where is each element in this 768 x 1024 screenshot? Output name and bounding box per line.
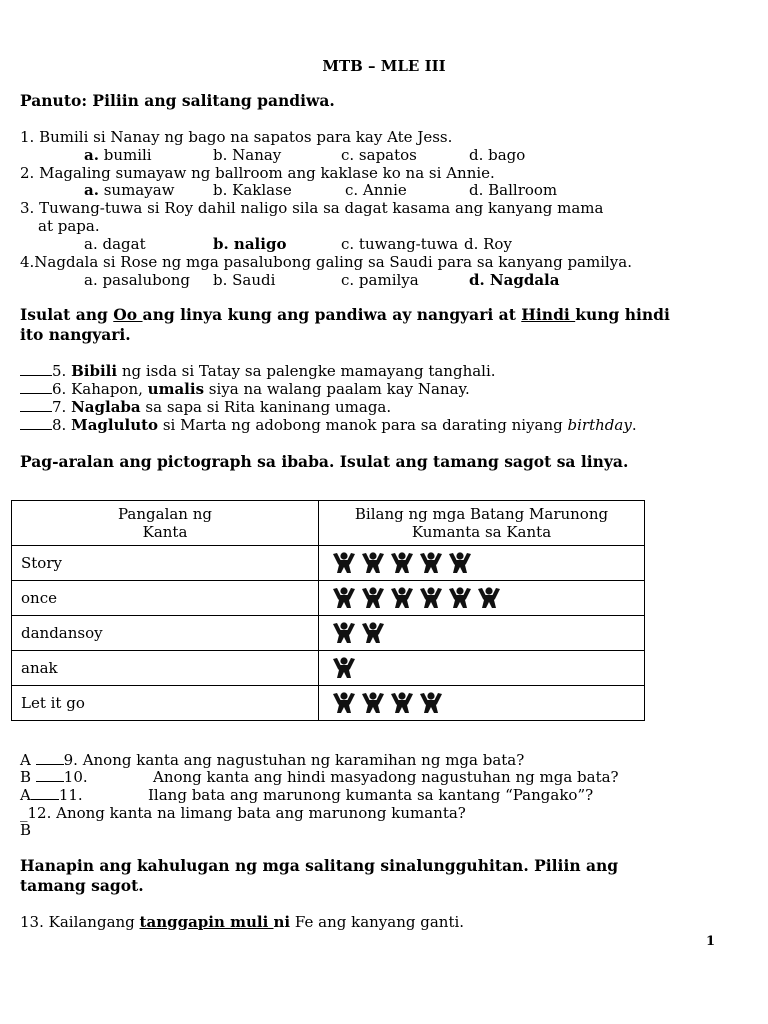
q5-rest: ng isda si Tatay sa palengke mamayang tanghali.	[117, 362, 496, 380]
q8-rest: si Marta ng adobong manok para sa darating niyang	[158, 416, 568, 434]
q1-option-c: c. sapatos	[341, 146, 417, 164]
q5-verb: Bibili	[71, 362, 118, 380]
icon-cell	[319, 651, 645, 686]
instruction-text: ang linya kung ang pandiwa ay nangyari at	[142, 305, 522, 324]
q2-option-a	[84, 181, 175, 199]
person-icon	[359, 691, 387, 715]
instruction-hindi: Hindi	[521, 305, 576, 324]
section3-instruction: Pag-aralan ang pictograph sa ibaba. Isulat ang tamang sagot sa linya.	[20, 452, 629, 471]
q4-option-a: a. pasalubong	[84, 271, 191, 289]
pictograph-table	[11, 500, 645, 721]
q2-option-a-letter: a.	[84, 181, 99, 199]
q3-option-d: d. Roy	[464, 235, 512, 253]
person-icon	[330, 586, 358, 610]
section4-instruction: Hanapin ang kahulugan ng mga salitang sinalungguhitan. Piliin ang	[20, 856, 619, 875]
question-13	[20, 913, 464, 931]
q13-rest: Fe ang kanyang ganti.	[290, 913, 465, 931]
q11-prefix: A	[20, 786, 31, 804]
q2-option-c: c. Annie	[345, 181, 407, 199]
song-name: once	[12, 581, 319, 616]
q8-num: 8.	[52, 416, 72, 434]
header-children-count-line1: Bilang ng mga Batang Marunong	[354, 505, 609, 523]
q1-option-a-text: bumili	[98, 146, 152, 164]
person-icon	[446, 551, 474, 575]
song-name: Let it go	[12, 686, 319, 721]
person-icon	[446, 586, 474, 610]
question-3-cont: at papa.	[38, 217, 100, 235]
answer-blank[interactable]	[31, 787, 59, 800]
header-song-name	[12, 501, 319, 546]
q6-verb: umalis	[147, 380, 205, 398]
header-song-name-line2: Kanta	[142, 523, 188, 541]
page-number: 1	[706, 934, 716, 949]
header-children-count-line2: Kumanta sa Kanta	[411, 523, 552, 541]
q7-num: 7.	[52, 398, 72, 416]
q12-prefix: _	[20, 804, 28, 822]
section2-instruction-cont: ito nangyari.	[20, 325, 131, 344]
q2-option-b: b. Kaklase	[213, 181, 292, 199]
person-icon	[359, 586, 387, 610]
q3-option-b: b. naligo	[213, 235, 287, 253]
song-name: Story	[12, 546, 319, 581]
icon-row	[328, 551, 644, 575]
q13-bold: ni	[273, 913, 291, 931]
person-icon	[388, 586, 416, 610]
q13-underlined: tanggapin muli	[139, 913, 274, 931]
answer-blank[interactable]	[20, 363, 52, 376]
q6-rest: siya na walang paalam kay Nanay.	[204, 380, 470, 398]
question-9	[20, 751, 524, 769]
question-6	[20, 380, 470, 398]
person-icon	[330, 691, 358, 715]
q11-text: Ilang bata ang marunong kumanta sa kantang “Pangako”?	[148, 786, 594, 804]
person-icon	[359, 621, 387, 645]
q1-option-d: d. bago	[469, 146, 526, 164]
header-song-name-line1: Pangalan ng	[118, 505, 212, 523]
question-2: 2. Magaling sumayaw ng ballroom ang kaklase ko na si Annie.	[20, 164, 495, 182]
page-title: MTB – MLE III	[322, 57, 446, 75]
q3-option-c: c. tuwang-tuwa	[341, 235, 459, 253]
q11-num: 11.	[58, 786, 83, 804]
answer-blank[interactable]	[20, 417, 52, 430]
icon-cell	[319, 546, 645, 581]
q5-num: 5.	[52, 362, 72, 380]
q4-option-b: b. Saudi	[213, 271, 276, 289]
song-name: dandansoy	[12, 616, 319, 651]
q8-italic: birthday	[567, 416, 632, 434]
q10-num: 10.	[63, 768, 88, 786]
q6-num: 6. Kahapon,	[52, 380, 148, 398]
q1-option-a-letter: a.	[84, 146, 99, 164]
question-4: 4.Nagdala si Rose ng mga pasalubong galing sa Saudi para sa kanyang pamilya.	[20, 253, 632, 271]
q4-option-c: c. pamilya	[341, 271, 419, 289]
table-row	[12, 686, 645, 721]
person-icon	[388, 691, 416, 715]
question-1: 1. Bumili si Nanay ng bago na sapatos para kay Ate Jess.	[20, 128, 453, 146]
icon-cell	[319, 686, 645, 721]
icon-row	[328, 656, 644, 680]
q8-end: .	[631, 416, 637, 434]
header-children-count	[319, 501, 645, 546]
person-icon	[330, 656, 358, 680]
table-row	[12, 616, 645, 651]
q2-option-d: d. Ballroom	[469, 181, 558, 199]
icon-cell	[319, 581, 645, 616]
icon-row	[328, 586, 644, 610]
table-header-row	[12, 501, 645, 546]
answer-blank[interactable]	[20, 381, 52, 394]
q12-line2: B	[20, 821, 32, 839]
question-7	[20, 398, 391, 416]
person-icon	[330, 621, 358, 645]
icon-row	[328, 621, 644, 645]
q1-option-a	[84, 146, 152, 164]
person-icon	[475, 586, 503, 610]
person-icon	[417, 691, 445, 715]
person-icon	[388, 551, 416, 575]
q13-text: 13. Kailangang	[20, 913, 140, 931]
section4-instruction-cont: tamang sagot.	[20, 876, 144, 895]
song-name: anak	[12, 651, 319, 686]
q7-rest: sa sapa si Rita kaninang umaga.	[140, 398, 392, 416]
question-3: 3. Tuwang-tuwa si Roy dahil naligo sila sa dagat kasama ang kanyang mama	[20, 199, 604, 217]
section1-instruction: Panuto: Piliin ang salitang pandiwa.	[20, 91, 335, 110]
person-icon	[330, 551, 358, 575]
answer-blank[interactable]	[20, 399, 52, 412]
question-12	[20, 804, 466, 822]
q9-prefix: A	[20, 751, 36, 769]
q12-text: 12. Anong kanta na limang bata ang marunong kumanta?	[27, 804, 466, 822]
q8-verb: Magluluto	[71, 416, 159, 434]
q10-text: Anong kanta ang hindi masyadong nagustuhan ng mga bata?	[153, 768, 619, 786]
question-10	[20, 768, 88, 786]
q10-prefix: B	[20, 768, 36, 786]
instruction-text: Isulat ang	[20, 305, 114, 324]
person-icon	[359, 551, 387, 575]
answer-blank[interactable]	[36, 769, 64, 782]
q2-option-a-text: sumayaw	[98, 181, 175, 199]
table-row	[12, 651, 645, 686]
question-11	[20, 786, 83, 804]
q3-option-a: a. dagat	[84, 235, 146, 253]
icon-row	[328, 691, 644, 715]
question-5	[20, 362, 496, 380]
section2-instruction	[20, 306, 670, 324]
q1-option-b: b. Nanay	[213, 146, 282, 164]
table-row	[12, 581, 645, 616]
question-8	[20, 416, 637, 434]
answer-blank[interactable]	[36, 752, 64, 765]
instruction-text: kung hindi	[575, 305, 670, 324]
instruction-oo: Oo	[113, 305, 143, 324]
q7-verb: Naglaba	[71, 398, 141, 416]
q4-option-d: d. Nagdala	[469, 271, 560, 289]
q9-text: 9. Anong kanta ang nagustuhan ng karamihan ng mga bata?	[63, 751, 525, 769]
icon-cell	[319, 616, 645, 651]
person-icon	[417, 586, 445, 610]
person-icon	[417, 551, 445, 575]
table-row	[12, 546, 645, 581]
